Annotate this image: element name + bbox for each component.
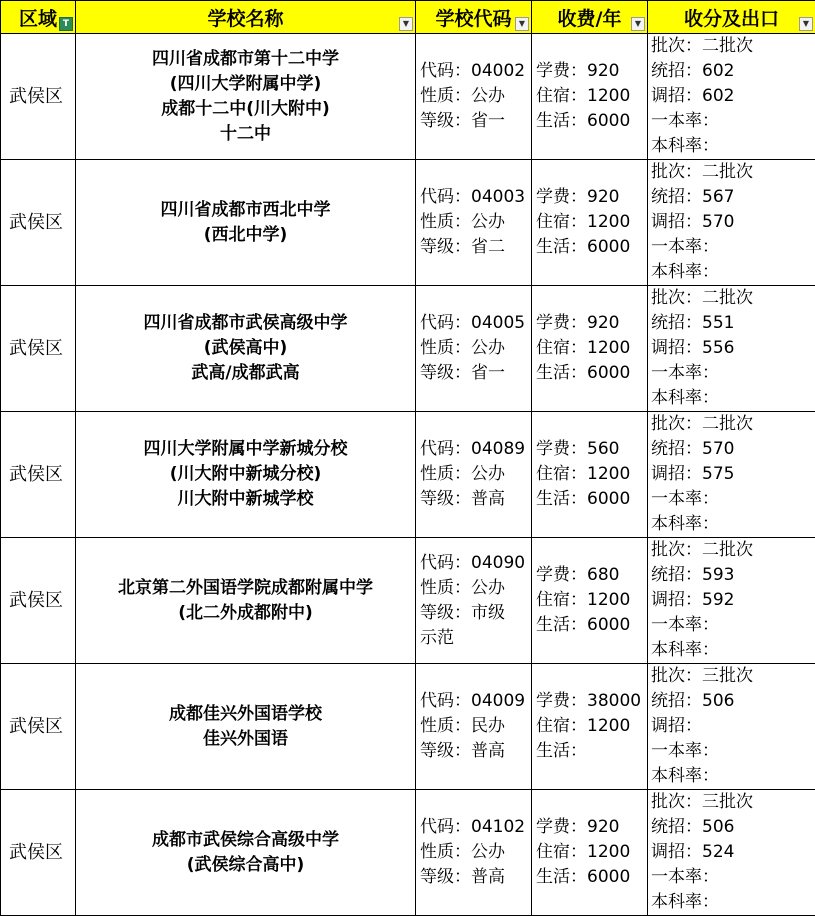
header-score <box>648 1 815 34</box>
fee-cell-line: 住宿：1200 <box>536 840 647 865</box>
filter-dropdown-icon[interactable]: ▼ <box>799 17 813 31</box>
school-name-cell-line: 成都市武侯综合高级中学 <box>76 828 415 853</box>
school-code-cell-line: 示范 <box>420 626 531 651</box>
fee-cell-line: 学费：920 <box>536 311 647 336</box>
school-code-cell[interactable] <box>416 664 532 790</box>
header-code-label: 学校代码 <box>435 8 511 30</box>
score-cell-line: 本科率： <box>651 764 815 789</box>
header-region <box>1 1 76 34</box>
score-cell[interactable] <box>648 412 815 538</box>
school-name-cell-line: (武侯高中) <box>76 336 415 361</box>
school-code-cell-line: 等级：省一 <box>420 109 531 134</box>
school-name-cell-line: (北二外成都附中) <box>76 601 415 626</box>
score-cell-line: 本科率： <box>651 260 815 285</box>
fee-cell-line: 学费：920 <box>536 185 647 210</box>
table-row <box>1 34 815 160</box>
table-row <box>1 412 815 538</box>
school-code-cell[interactable] <box>416 286 532 412</box>
fee-cell-line: 学费：920 <box>536 59 647 84</box>
score-cell-line: 一本率： <box>651 865 815 890</box>
score-cell-line: 调招：524 <box>651 840 815 865</box>
school-code-cell-line: 代码：04090 <box>420 551 531 576</box>
header-score-label: 收分及出口 <box>684 8 779 30</box>
filter-dropdown-icon[interactable]: ▼ <box>631 17 645 31</box>
region-cell[interactable]: 武侯区 <box>1 538 76 664</box>
score-cell-line: 统招：551 <box>651 311 815 336</box>
school-code-cell[interactable] <box>416 538 532 664</box>
score-cell-line: 本科率： <box>651 512 815 537</box>
school-name-cell[interactable] <box>76 160 416 286</box>
filter-active-icon[interactable]: T <box>59 17 73 31</box>
score-cell[interactable] <box>648 160 815 286</box>
school-code-cell[interactable] <box>416 160 532 286</box>
score-cell[interactable] <box>648 790 815 916</box>
region-cell[interactable]: 武侯区 <box>1 790 76 916</box>
score-cell-line: 统招：593 <box>651 563 815 588</box>
region-cell[interactable]: 武侯区 <box>1 664 76 790</box>
school-code-cell-line: 性质：公办 <box>420 336 531 361</box>
header-region-label: 区域 <box>19 8 57 30</box>
region-cell[interactable]: 武侯区 <box>1 34 76 160</box>
score-cell-line: 统招：570 <box>651 437 815 462</box>
fee-cell-line: 生活：6000 <box>536 235 647 260</box>
school-name-cell-line: 北京第二外国语学院成都附属中学 <box>76 576 415 601</box>
score-cell-line: 统招：506 <box>651 815 815 840</box>
school-code-cell[interactable] <box>416 412 532 538</box>
school-name-cell[interactable] <box>76 286 416 412</box>
score-cell[interactable] <box>648 34 815 160</box>
fee-cell[interactable] <box>532 34 648 160</box>
fee-cell-line: 生活： <box>536 739 647 764</box>
fee-cell[interactable] <box>532 664 648 790</box>
school-code-cell-line: 等级：市级 <box>420 601 531 626</box>
school-code-cell-line: 性质：民办 <box>420 714 531 739</box>
fee-cell-line: 生活：6000 <box>536 361 647 386</box>
school-code-cell-line: 性质：公办 <box>420 462 531 487</box>
table-row <box>1 538 815 664</box>
table-row <box>1 664 815 790</box>
score-cell-line: 批次：二批次 <box>651 160 815 185</box>
score-cell-line: 批次：三批次 <box>651 664 815 689</box>
school-name-cell[interactable] <box>76 790 416 916</box>
school-code-cell-line: 等级：普高 <box>420 739 531 764</box>
fee-cell-line: 住宿：1200 <box>536 84 647 109</box>
region-cell[interactable]: 武侯区 <box>1 160 76 286</box>
score-cell-line: 调招：556 <box>651 336 815 361</box>
school-name-cell-line: 成都十二中(川大附中) <box>76 97 415 122</box>
school-code-cell-line: 等级：省二 <box>420 235 531 260</box>
score-cell-line: 一本率： <box>651 235 815 260</box>
school-code-cell[interactable] <box>416 34 532 160</box>
score-cell-line: 批次：二批次 <box>651 286 815 311</box>
fee-cell-line: 生活：6000 <box>536 109 647 134</box>
school-code-cell-line: 性质：公办 <box>420 84 531 109</box>
score-cell-line: 一本率： <box>651 739 815 764</box>
fee-cell[interactable] <box>532 160 648 286</box>
score-cell-line: 一本率： <box>651 613 815 638</box>
fee-cell-line: 住宿：1200 <box>536 210 647 235</box>
fee-cell-line: 生活：6000 <box>536 487 647 512</box>
school-code-cell-line: 代码：04102 <box>420 815 531 840</box>
score-cell-line: 调招：575 <box>651 462 815 487</box>
school-name-cell-line: (川大附中新城分校) <box>76 462 415 487</box>
school-name-cell-line: (四川大学附属中学) <box>76 72 415 97</box>
header-row <box>1 1 815 34</box>
score-cell[interactable] <box>648 538 815 664</box>
fee-cell-line: 学费：920 <box>536 815 647 840</box>
table-row <box>1 790 815 916</box>
school-code-cell-line: 性质：公办 <box>420 210 531 235</box>
filter-dropdown-icon[interactable]: ▼ <box>515 17 529 31</box>
score-cell-line: 本科率： <box>651 890 815 915</box>
fee-cell-line: 生活：6000 <box>536 613 647 638</box>
school-code-cell-line: 性质：公办 <box>420 840 531 865</box>
school-name-cell-line: 四川省成都市武侯高级中学 <box>76 311 415 336</box>
region-cell[interactable]: 武侯区 <box>1 286 76 412</box>
school-name-cell-line: (武侯综合高中) <box>76 853 415 878</box>
header-name-label: 学校名称 <box>207 8 283 30</box>
score-cell-line: 一本率： <box>651 487 815 512</box>
score-cell-line: 调招：570 <box>651 210 815 235</box>
fee-cell[interactable] <box>532 286 648 412</box>
school-code-cell-line: 性质：公办 <box>420 576 531 601</box>
school-code-cell-line: 等级：普高 <box>420 487 531 512</box>
school-name-cell-line: 四川省成都市第十二中学 <box>76 47 415 72</box>
school-name-cell-line: (西北中学) <box>76 223 415 248</box>
table-row <box>1 286 815 412</box>
score-cell-line: 批次：二批次 <box>651 412 815 437</box>
header-fee-label: 收费/年 <box>558 8 622 30</box>
fee-cell-line: 住宿：1200 <box>536 714 647 739</box>
fee-cell[interactable] <box>532 538 648 664</box>
fee-cell-line: 学费：560 <box>536 437 647 462</box>
score-cell-line: 统招：567 <box>651 185 815 210</box>
fee-cell-line: 住宿：1200 <box>536 336 647 361</box>
score-cell-line: 调招：602 <box>651 84 815 109</box>
school-name-cell[interactable] <box>76 412 416 538</box>
school-code-cell-line: 代码：04002 <box>420 59 531 84</box>
school-name-cell-line: 四川省成都市西北中学 <box>76 198 415 223</box>
school-name-cell-line: 四川大学附属中学新城分校 <box>76 437 415 462</box>
school-name-cell-line: 武高/成都武高 <box>76 361 415 386</box>
score-cell-line: 本科率： <box>651 386 815 411</box>
fee-cell-line: 住宿：1200 <box>536 462 647 487</box>
fee-cell-line: 学费：680 <box>536 563 647 588</box>
score-cell[interactable] <box>648 286 815 412</box>
fee-cell-line: 住宿：1200 <box>536 588 647 613</box>
score-cell-line: 批次：二批次 <box>651 34 815 59</box>
school-name-cell[interactable] <box>76 34 416 160</box>
region-cell[interactable]: 武侯区 <box>1 412 76 538</box>
score-cell[interactable] <box>648 664 815 790</box>
header-name <box>76 1 416 34</box>
school-code-cell-line: 代码：04003 <box>420 185 531 210</box>
school-code-cell-line: 代码：04089 <box>420 437 531 462</box>
header-code <box>416 1 532 34</box>
filter-dropdown-icon[interactable]: ▼ <box>399 17 413 31</box>
header-fee <box>532 1 648 34</box>
school-code-cell-line: 等级：省一 <box>420 361 531 386</box>
score-cell-line: 统招：506 <box>651 689 815 714</box>
score-cell-line: 调招： <box>651 714 815 739</box>
fee-cell[interactable] <box>532 790 648 916</box>
score-cell-line: 本科率： <box>651 638 815 663</box>
score-cell-line: 一本率： <box>651 361 815 386</box>
fee-cell-line: 学费：38000 <box>536 689 647 714</box>
fee-cell-line: 生活：6000 <box>536 865 647 890</box>
score-cell-line: 统招：602 <box>651 59 815 84</box>
school-name-cell-line: 佳兴外国语 <box>76 727 415 752</box>
score-cell-line: 一本率： <box>651 109 815 134</box>
school-name-cell-line: 十二中 <box>76 122 415 147</box>
score-cell-line: 批次：三批次 <box>651 790 815 815</box>
school-name-cell-line: 成都佳兴外国语学校 <box>76 702 415 727</box>
score-cell-line: 批次：二批次 <box>651 538 815 563</box>
score-cell-line: 本科率： <box>651 134 815 159</box>
school-code-cell-line: 代码：04005 <box>420 311 531 336</box>
school-code-cell[interactable] <box>416 790 532 916</box>
school-code-cell-line: 等级：普高 <box>420 865 531 890</box>
table-row <box>1 160 815 286</box>
school-name-cell[interactable] <box>76 538 416 664</box>
fee-cell[interactable] <box>532 412 648 538</box>
school-name-cell-line: 川大附中新城学校 <box>76 487 415 512</box>
score-cell-line: 调招：592 <box>651 588 815 613</box>
school-name-cell[interactable] <box>76 664 416 790</box>
school-code-cell-line: 代码：04009 <box>420 689 531 714</box>
